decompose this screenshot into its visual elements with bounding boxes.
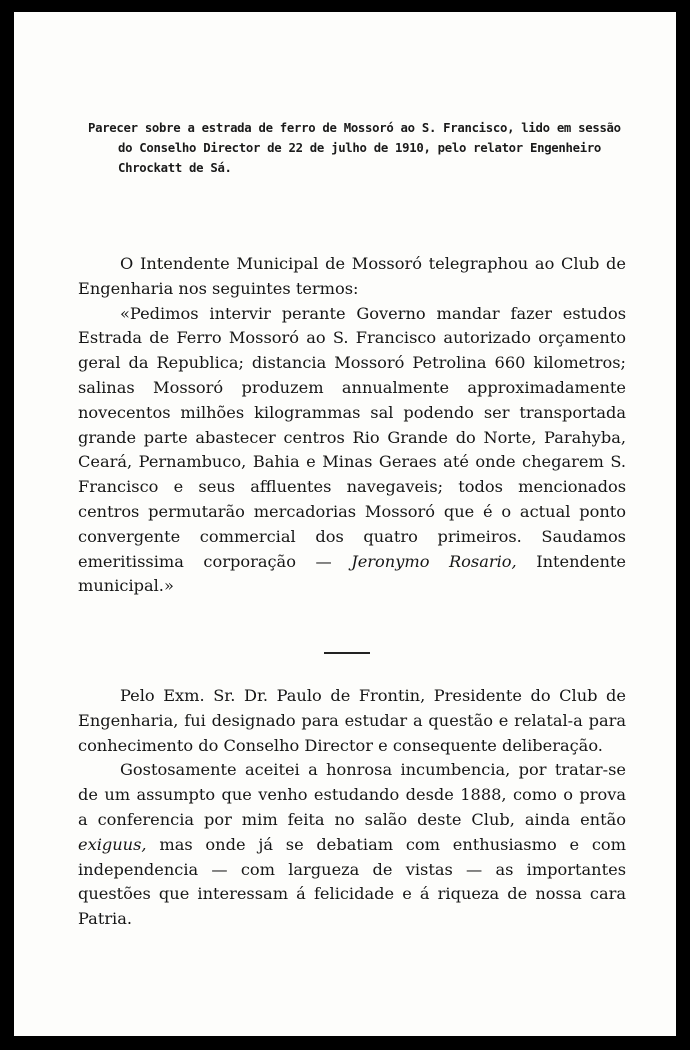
- report-paragraph-2-italic: exiguus,: [78, 834, 147, 854]
- telegram-intro: O Intendente Municipal de Mossoró telegraphou ao Club de Engenharia nos seguintes termos:: [78, 254, 626, 298]
- telegram-quote-text: «Pedimos intervir perante Governo mandar fazer estudos Estrada de Ferro Mossoró ao S. Francisco autorizado orçamento geral da Republica; distancia Mossoró Petrolina 660 kilometros; salinas Mossoró produzem annualmente approximadamente novecentos milhões kilogrammas sal podendo ser transportada grande parte abastecer centros Rio Grande do Norte, Parahyba, Ceará, Pernambuco, Bahia e Minas Geraes até onde chegarem S. Francisco e seus affluentes navegaveis; todos mencionados centros permutarão mercadorias Mossoró que é o actual ponto convergente commercial dos quatro primeiros. Saudamos emeritissima corporação —: [78, 303, 626, 571]
- telegram-signature-name: Jeronymo Rosario,: [351, 551, 517, 571]
- report-paragraph-1: Pelo Exm. Sr. Dr. Paulo de Frontin, Presidente do Club de Engenharia, fui designado para estudar a questão e relatal-a para conhecimento do Conselho Director e consequente deliberação.: [78, 686, 626, 755]
- telegram-signature-title: Intendente municipal.»: [78, 551, 627, 596]
- document-header: [88, 118, 638, 178]
- report-paragraph-2: [78, 758, 626, 932]
- report-paragraph-2-start: Gostosamente aceitei a honrosa incumbencia, por tratar-se de um assumpto que venho estudando desde 1888, como o prova a conferencia por mim feita no salão deste Club, ainda então: [78, 760, 626, 829]
- header-line-2: do Conselho Director de 22 de julho de 1910, pelo relator Engenheiro: [118, 141, 602, 155]
- header-line-3: Chrockatt de Sá.: [118, 161, 232, 175]
- header-line-1: Parecer sobre a estrada de ferro de Mossoró ao S. Francisco, lido em sessão: [88, 121, 621, 135]
- telegram-quote: [78, 302, 626, 600]
- section-divider: [324, 652, 370, 654]
- report-section: [78, 684, 626, 932]
- report-paragraph-2-end: mas onde já se debatiam com enthusiasmo e com independencia — com largueza de vistas — as importantes questões que interessam á felicidade e á riqueza de nossa cara Patria.: [78, 834, 626, 929]
- telegram-section: [78, 252, 626, 599]
- document-page: [14, 12, 676, 1036]
